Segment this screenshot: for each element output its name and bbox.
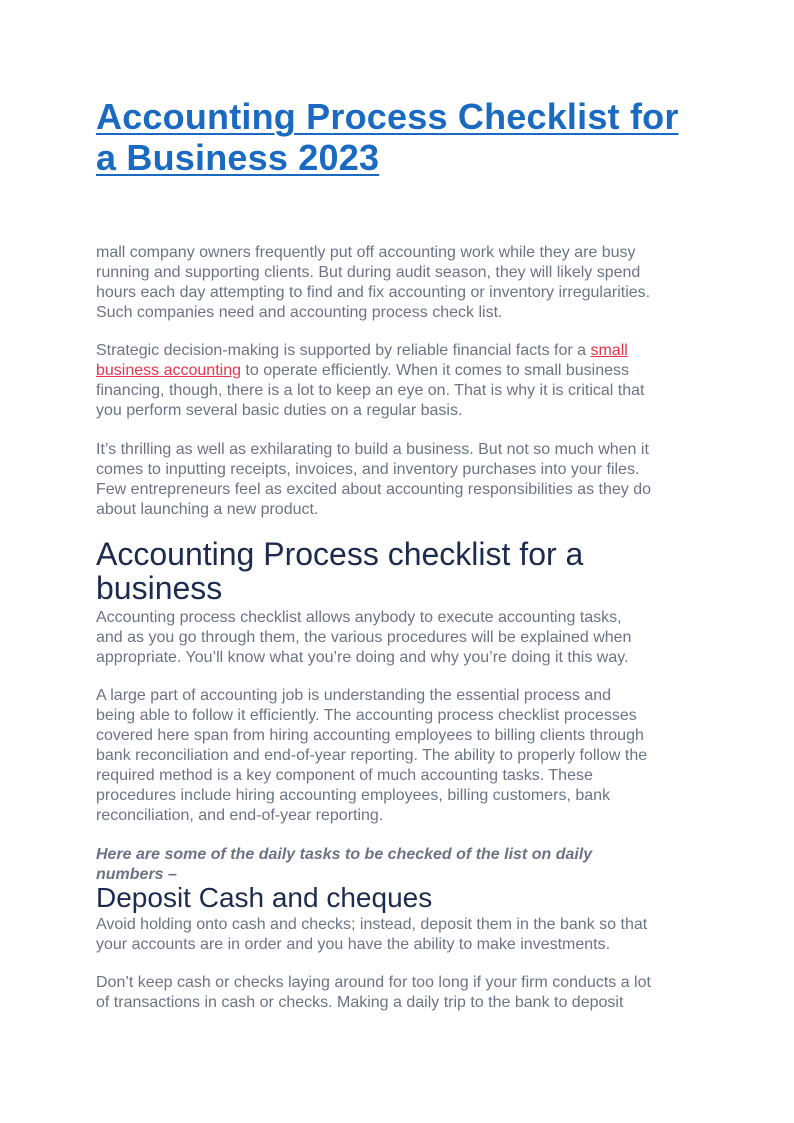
- text-line: appropriate. You’ll know what you’re doing and why you’re doing it this way.: [96, 649, 629, 666]
- title-line[interactable]: a Business 2023: [96, 137, 380, 178]
- daily-tasks-callout: [96, 845, 706, 885]
- text-line: financing, though, there is a lot to keep an eye on. That is why it is critical that: [96, 382, 645, 399]
- text-line: comes to inputting receipts, invoices, and inventory purchases into your files.: [96, 461, 640, 478]
- page-title[interactable]: [96, 96, 706, 178]
- text-line: [96, 341, 706, 361]
- text-segment: to operate efficiently. When it comes to small business: [240, 362, 630, 379]
- intro-paragraph-1: [96, 243, 706, 323]
- text-line: running and supporting clients. But during audit season, they will likely spend: [96, 264, 641, 281]
- text-line: about launching a new product.: [96, 501, 319, 518]
- text-line: and as you go through them, the various procedures will be explained when: [96, 629, 632, 646]
- text-line: Don’t keep cash or checks laying around for too long if your firm conducts a lot: [96, 974, 651, 991]
- text-line: Here are some of the daily tasks to be checked of the list on daily: [96, 846, 593, 863]
- text-segment: Strategic decision-making is supported by reliable financial facts for a: [96, 342, 591, 359]
- text-line: required method is a key component of much accounting tasks. These: [96, 767, 593, 784]
- text-line: numbers –: [96, 866, 177, 883]
- text-line: Accounting process checklist allows anybody to execute accounting tasks,: [96, 609, 622, 626]
- intro-paragraph-3: [96, 440, 706, 520]
- text-line: A large part of accounting job is understanding the essential process and: [96, 687, 611, 704]
- text-line: procedures include hiring accounting employees, billing customers, bank: [96, 787, 611, 804]
- section1-paragraph-2: [96, 686, 706, 826]
- text-line: [96, 361, 706, 381]
- heading-line: Deposit Cash and cheques: [96, 882, 433, 913]
- text-line: of transactions in cash or checks. Making a daily trip to the bank to deposit: [96, 994, 624, 1011]
- section1-paragraph-1: [96, 608, 706, 668]
- text-line: Such companies need and accounting process check list.: [96, 304, 503, 321]
- text-line: Few entrepreneurs feel as excited about accounting responsibilities as they do: [96, 481, 651, 498]
- small-business-accounting-link[interactable]: business accounting: [96, 362, 241, 379]
- section-heading-checklist: [96, 537, 706, 605]
- intro-paragraph-2: [96, 341, 706, 421]
- section2-paragraph-1: [96, 915, 706, 955]
- text-line: being able to follow it efficiently. The accounting process checklist processes: [96, 707, 637, 724]
- text-line: bank reconciliation and end-of-year reporting. The ability to properly follow the: [96, 747, 648, 764]
- heading-line: Accounting Process checklist for a: [96, 536, 584, 572]
- text-line: covered here span from hiring accounting employees to billing clients through: [96, 727, 644, 744]
- section-heading-deposit: [96, 883, 706, 913]
- text-line: mall company owners frequently put off accounting work while they are busy: [96, 244, 636, 261]
- title-line[interactable]: Accounting Process Checklist for: [96, 96, 679, 137]
- heading-line: business: [96, 570, 223, 606]
- text-line: your accounts are in order and you have the ability to make investments.: [96, 936, 611, 953]
- section2-paragraph-2: [96, 973, 706, 1013]
- text-line: Avoid holding onto cash and checks; instead, deposit them in the bank so that: [96, 916, 648, 933]
- text-line: hours each day attempting to find and fix accounting or inventory irregularities.: [96, 284, 651, 301]
- small-business-accounting-link[interactable]: small: [590, 342, 628, 359]
- text-line: It’s thrilling as well as exhilarating to build a business. But not so much when it: [96, 441, 649, 458]
- text-line: you perform several basic duties on a regular basis.: [96, 402, 463, 419]
- text-line: reconciliation, and end-of-year reporting.: [96, 807, 384, 824]
